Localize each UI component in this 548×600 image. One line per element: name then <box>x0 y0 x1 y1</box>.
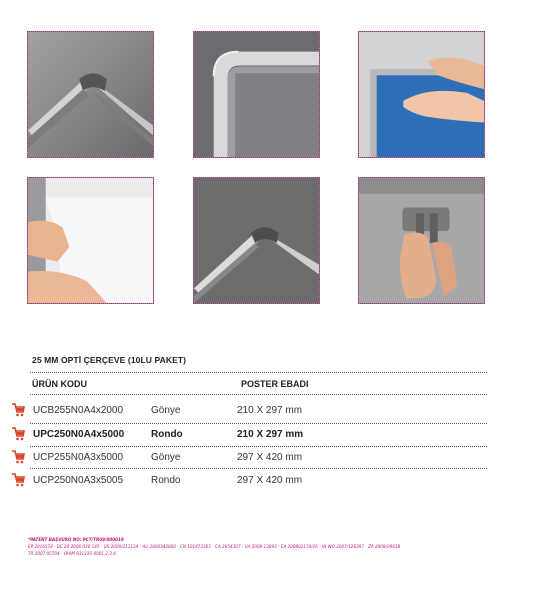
divider <box>30 372 487 373</box>
corner-piece-photo <box>27 31 154 158</box>
poster-insert-photo <box>358 31 485 158</box>
patent-application-note: *PATENT BAŞVURU NO: PCT/TR09/000018 <box>28 538 124 543</box>
table-row <box>10 401 490 421</box>
product-code: UCP255N0A3x5000 <box>33 452 124 463</box>
table-row <box>10 448 490 468</box>
corner-type: Rondo <box>151 475 181 486</box>
product-code: UCB255N0A4x2000 <box>33 405 124 416</box>
cart-icon[interactable] <box>10 449 26 465</box>
cart-icon[interactable] <box>10 472 26 488</box>
product-code: UCP250N0A3x5005 <box>33 475 124 486</box>
corner-type: Gönye <box>151 452 181 463</box>
patent-numbers-line-2: TR 2007 05704 - OHIM 831235-0001,2,3,4 <box>28 552 116 557</box>
poster-size: 210 X 297 mm <box>237 405 303 416</box>
open-frame-photo <box>27 177 154 304</box>
header-poster-size: POSTER EBADI <box>241 379 309 389</box>
wall-mount-hand-photo <box>358 177 485 304</box>
poster-size: 297 X 420 mm <box>237 452 303 463</box>
cart-icon[interactable] <box>10 402 26 418</box>
divider <box>30 423 487 424</box>
cart-icon[interactable] <box>10 426 26 442</box>
patent-numbers-line: EP 2016574 - DE 20 2006 020 145 - US 2009/211134 - AU 2006342800 - CN 101473363 - CA 2654307 - UA 2008 13893 - EA 200802174/26 - IN WO 2007/126397 - ZA 2008/09638 <box>28 545 401 550</box>
poster-size: 210 X 297 mm <box>237 429 304 440</box>
frame-corner-closeup-photo <box>193 31 320 158</box>
poster-size: 297 X 420 mm <box>237 475 303 486</box>
divider <box>30 446 487 447</box>
header-product-code: ÜRÜN KODU <box>32 379 87 389</box>
corner-type: Gönye <box>151 405 181 416</box>
section-title: 25 MM OPTİ ÇERÇEVE (10LU PAKET) <box>32 355 187 365</box>
table-row <box>10 425 490 445</box>
product-code: UPC250N0A4x5000 <box>33 429 125 440</box>
divider <box>30 468 487 469</box>
corner-piece-photo-2 <box>193 177 320 304</box>
corner-type: Rondo <box>151 429 183 440</box>
divider <box>30 394 487 395</box>
table-row <box>10 471 490 491</box>
